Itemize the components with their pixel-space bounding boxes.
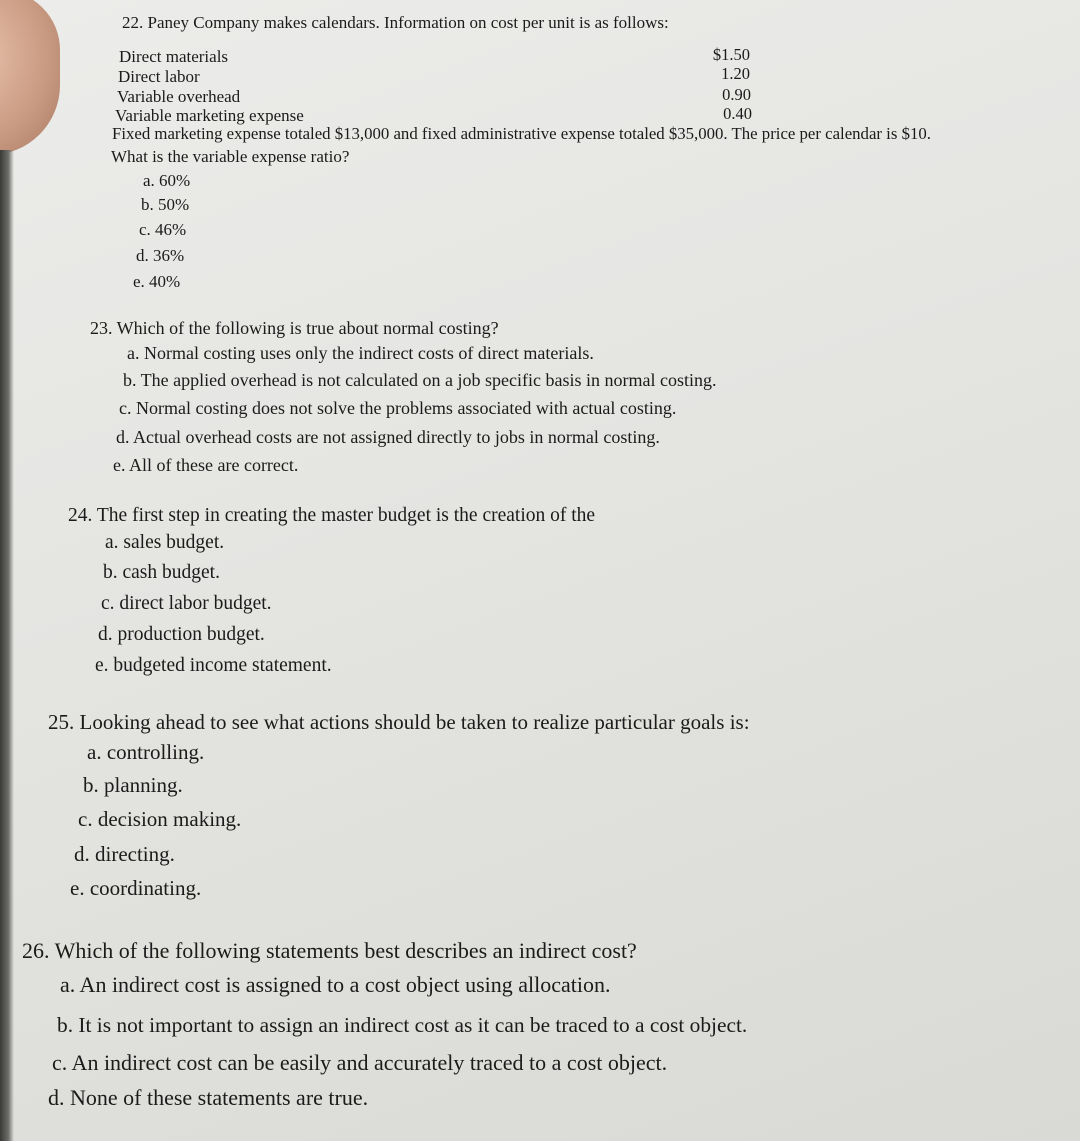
question-stem: 23. Which of the following is true about normal costing? xyxy=(90,318,499,338)
answer-option: b. cash budget. xyxy=(103,562,220,583)
cost-value: $1.50 xyxy=(712,45,750,64)
cost-label: Direct materials xyxy=(119,47,229,66)
answer-option: a. 60% xyxy=(143,171,191,190)
answer-option: d. 36% xyxy=(136,246,185,265)
finger-photo-artifact xyxy=(0,0,60,155)
answer-option: c. 46% xyxy=(139,220,187,239)
cost-label: Direct labor xyxy=(118,67,200,86)
answer-option: b. The applied overhead is not calculated on a job specific basis in normal costing. xyxy=(123,370,717,390)
answer-option: a. controlling. xyxy=(87,740,205,764)
answer-option: a. sales budget. xyxy=(105,532,225,553)
question-stem: 22. Paney Company makes calendars. Information on cost per unit is as follows: xyxy=(122,13,669,32)
answer-option: a. An indirect cost is assigned to a cost object using allocation. xyxy=(60,972,611,997)
answer-option: a. Normal costing uses only the indirect costs of direct materials. xyxy=(127,343,594,363)
answer-option: d. None of these statements are true. xyxy=(48,1085,369,1110)
cost-label: Variable overhead xyxy=(117,87,241,106)
question-stem: 25. Looking ahead to see what actions should be taken to realize particular goals is: xyxy=(48,710,750,734)
question-stem: 26. Which of the following statements best describes an indirect cost? xyxy=(22,938,637,963)
fixed-expense-line: Fixed marketing expense totaled $13,000 and fixed administrative expense totaled $35,000. The price per calendar is $10. xyxy=(112,124,931,143)
answer-option: d. Actual overhead costs are not assigned directly to jobs in normal costing. xyxy=(116,427,660,447)
answer-option: d. directing. xyxy=(74,842,175,866)
answer-option: c. An indirect cost can be easily and accurately traced to a cost object. xyxy=(52,1050,668,1075)
question-stem: 24. The first step in creating the master budget is the creation of the xyxy=(68,505,596,526)
cost-value: 1.20 xyxy=(721,64,750,83)
answer-option: c. Normal costing does not solve the problems associated with actual costing. xyxy=(119,398,677,418)
answer-option: c. direct labor budget. xyxy=(101,593,272,614)
cost-value: 0.40 xyxy=(723,104,752,123)
cost-value: 0.90 xyxy=(722,85,751,104)
question-text: What is the variable expense ratio? xyxy=(111,147,350,166)
cost-label: Variable marketing expense xyxy=(115,106,304,125)
answer-option: e. coordinating. xyxy=(70,876,202,900)
answer-option: b. planning. xyxy=(83,773,183,797)
answer-option: b. 50% xyxy=(141,195,190,214)
answer-option: c. decision making. xyxy=(78,807,242,831)
answer-option: e. All of these are correct. xyxy=(113,455,299,475)
answer-option: d. production budget. xyxy=(98,624,265,645)
answer-option: e. 40% xyxy=(133,272,181,291)
page-edge-shadow xyxy=(0,150,14,1141)
answer-option: e. budgeted income statement. xyxy=(95,655,332,676)
answer-option: b. It is not important to assign an indirect cost as it can be traced to a cost object. xyxy=(57,1013,748,1037)
